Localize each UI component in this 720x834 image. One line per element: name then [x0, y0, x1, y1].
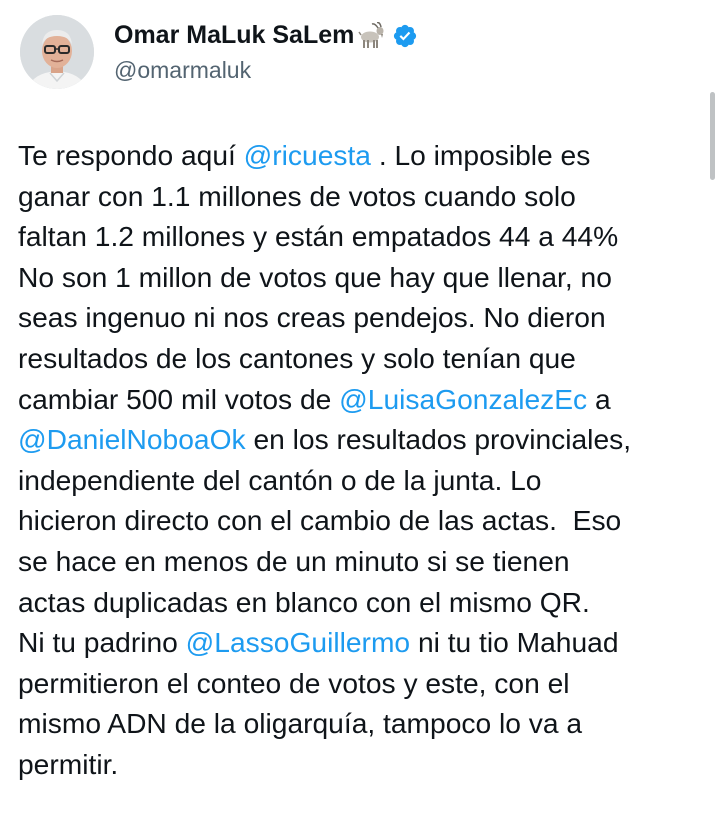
tweet-text-segment: en los resultados provinciales, independiente del cantón o de la junta. Lo hicieron directo con el cambio de las actas. Eso se hace en menos de un minuto si se tienen actas duplicadas en blanco con el mismo QR. Ni tu padrino: [18, 423, 632, 659]
verified-badge-icon: [392, 23, 418, 49]
tweet-header: [20, 12, 418, 92]
avatar-image: [20, 15, 94, 89]
tweet-text-segment: Te respondo aquí: [18, 139, 244, 171]
avatar[interactable]: [20, 15, 94, 89]
mention-link[interactable]: @ricuesta: [243, 139, 371, 171]
author-names: [114, 19, 418, 84]
mention-link[interactable]: @DanielNoboaOk: [18, 423, 246, 456]
tweet-text: [18, 135, 708, 785]
tweet-text-segment: ni tu tio Mahuad permitieron el conteo de votos y este, con el mismo ADN de la oligarquía, tampoco lo va a permitir.: [18, 626, 619, 780]
tweet-text-segment: a: [594, 382, 611, 415]
scrollbar-thumb[interactable]: [710, 92, 715, 180]
mention-link[interactable]: @LuisaGonzalezEc: [339, 382, 588, 415]
goat-icon: [356, 22, 386, 50]
mention-link[interactable]: @LassoGuillermo: [185, 626, 411, 659]
tweet-text-segment: . Lo imposible es ganar con 1.1 millones de votos cuando solo faltan 1.2 millones y están empatados 44 a 44% No son 1 millon de votos que hay que llenar, no seas ingenuo ni nos creas pendejos. No dieron resultados de los cantones y solo tenían que cambiar 500 mil votos de: [18, 139, 619, 415]
display-name[interactable]: Omar MaLuk SaLem: [114, 21, 355, 49]
author-handle[interactable]: @omarmaluk: [114, 56, 252, 83]
name-row: [114, 19, 418, 53]
